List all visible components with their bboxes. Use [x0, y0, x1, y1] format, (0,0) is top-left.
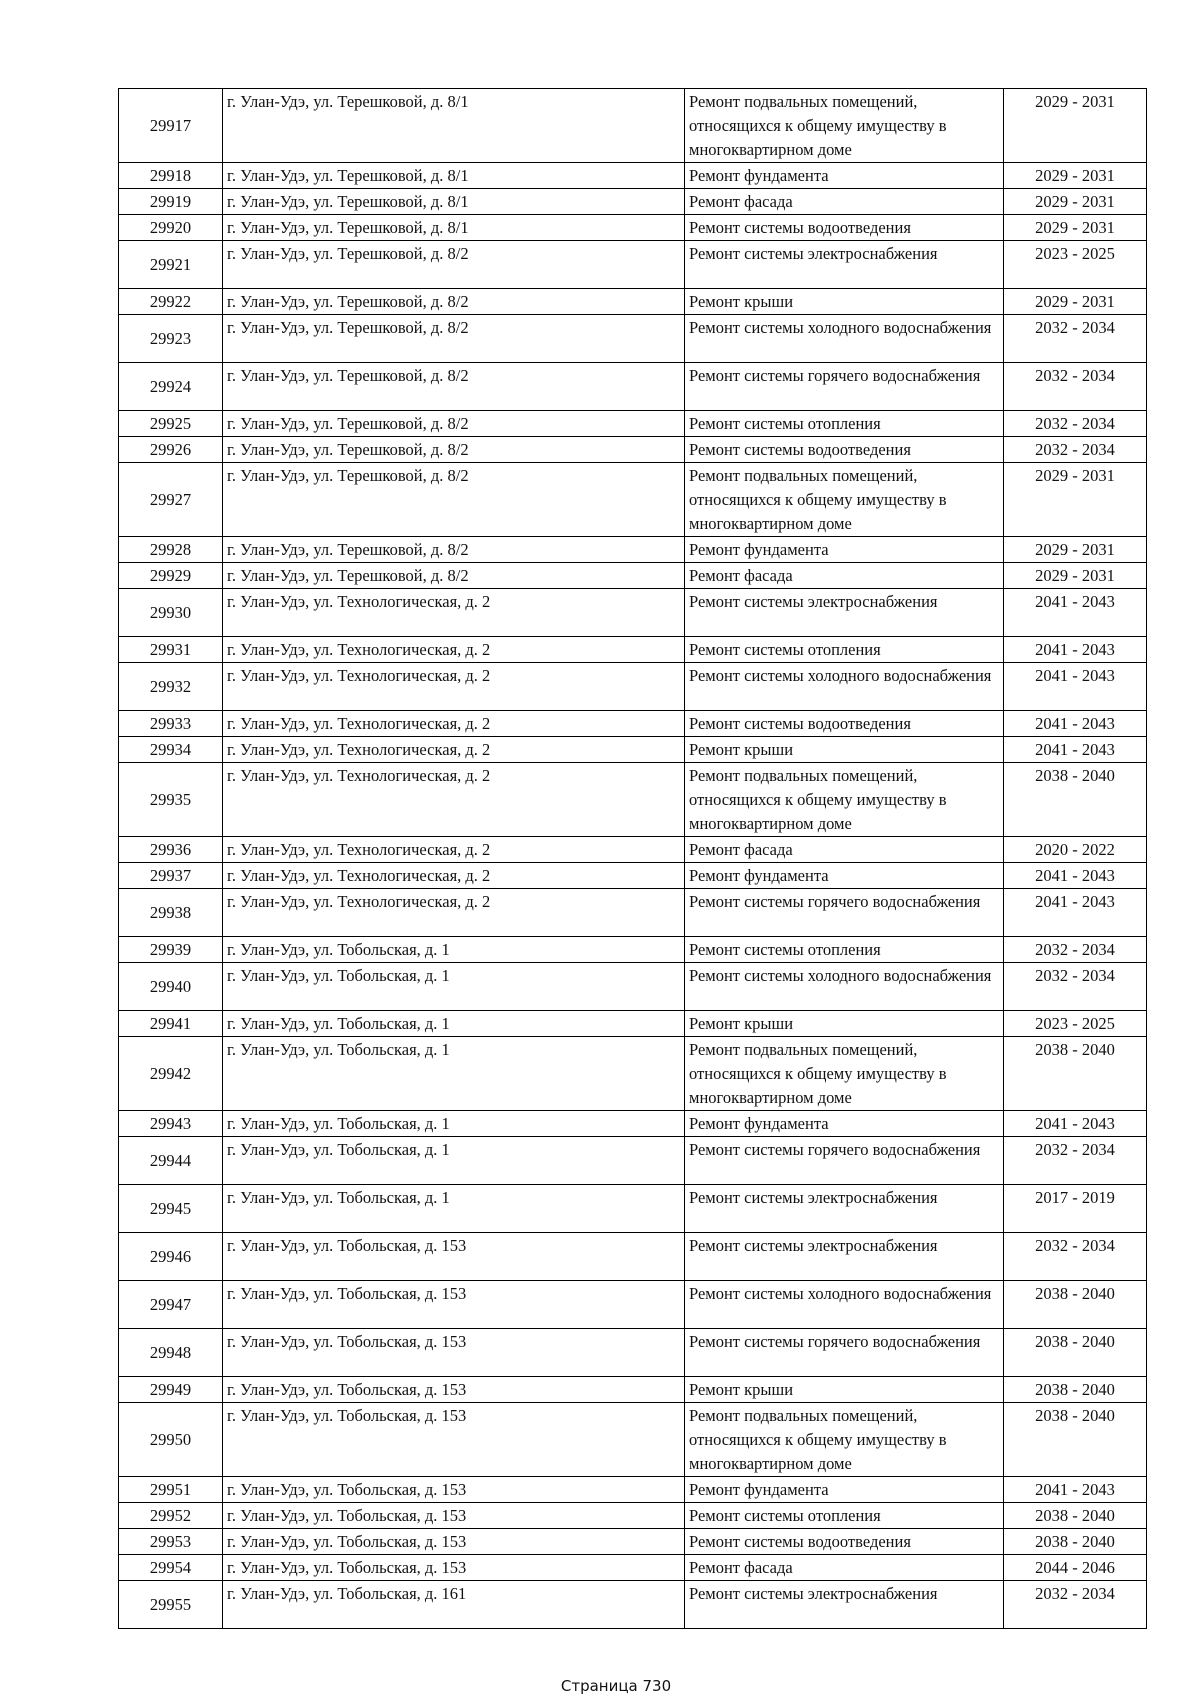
address-cell: г. Улан-Удэ, ул. Технологическая, д. 2 [223, 711, 685, 737]
work-type-cell: Ремонт системы водоотведения [685, 711, 1004, 737]
table-row [119, 1233, 1147, 1281]
row-number-cell: 29923 [119, 315, 223, 363]
table-row [119, 863, 1147, 889]
row-number-cell: 29920 [119, 215, 223, 241]
address-cell: г. Улан-Удэ, ул. Тобольская, д. 1 [223, 1011, 685, 1037]
period-cell: 2032 - 2034 [1004, 437, 1147, 463]
table-row [119, 241, 1147, 289]
row-number-cell: 29925 [119, 411, 223, 437]
table-row [119, 589, 1147, 637]
table-row [119, 1111, 1147, 1137]
address-cell: г. Улан-Удэ, ул. Тобольская, д. 1 [223, 1037, 685, 1111]
address-cell: г. Улан-Удэ, ул. Тобольская, д. 153 [223, 1529, 685, 1555]
work-type-cell: Ремонт системы горячего водоснабжения [685, 363, 1004, 411]
address-cell: г. Улан-Удэ, ул. Терешковой, д. 8/2 [223, 315, 685, 363]
period-cell: 2032 - 2034 [1004, 937, 1147, 963]
period-cell: 2038 - 2040 [1004, 1377, 1147, 1403]
work-type-cell: Ремонт системы отопления [685, 937, 1004, 963]
address-cell: г. Улан-Удэ, ул. Технологическая, д. 2 [223, 637, 685, 663]
address-cell: г. Улан-Удэ, ул. Тобольская, д. 153 [223, 1281, 685, 1329]
period-cell: 2041 - 2043 [1004, 863, 1147, 889]
table-row [119, 163, 1147, 189]
address-cell: г. Улан-Удэ, ул. Терешковой, д. 8/2 [223, 411, 685, 437]
row-number-cell: 29930 [119, 589, 223, 637]
period-cell: 2017 - 2019 [1004, 1185, 1147, 1233]
work-type-cell: Ремонт системы электроснабжения [685, 1185, 1004, 1233]
work-type-cell: Ремонт системы холодного водоснабжения [685, 963, 1004, 1011]
period-cell: 2029 - 2031 [1004, 215, 1147, 241]
address-cell: г. Улан-Удэ, ул. Терешковой, д. 8/2 [223, 537, 685, 563]
table-row [119, 1185, 1147, 1233]
row-number-cell: 29917 [119, 89, 223, 163]
row-number-cell: 29953 [119, 1529, 223, 1555]
address-cell: г. Улан-Удэ, ул. Тобольская, д. 1 [223, 1137, 685, 1185]
address-cell: г. Улан-Удэ, ул. Терешковой, д. 8/1 [223, 89, 685, 163]
work-type-cell: Ремонт фундамента [685, 537, 1004, 563]
period-cell: 2041 - 2043 [1004, 1111, 1147, 1137]
work-type-cell: Ремонт системы электроснабжения [685, 241, 1004, 289]
address-cell: г. Улан-Удэ, ул. Терешковой, д. 8/1 [223, 163, 685, 189]
row-number-cell: 29919 [119, 189, 223, 215]
address-cell: г. Улан-Удэ, ул. Терешковой, д. 8/2 [223, 437, 685, 463]
row-number-cell: 29937 [119, 863, 223, 889]
address-cell: г. Улан-Удэ, ул. Тобольская, д. 153 [223, 1477, 685, 1503]
page-number: Страница 730 [560, 1677, 672, 1695]
period-cell: 2029 - 2031 [1004, 89, 1147, 163]
table-row [119, 1037, 1147, 1111]
row-number-cell: 29943 [119, 1111, 223, 1137]
table-row [119, 1477, 1147, 1503]
table-row [119, 763, 1147, 837]
table-row [119, 1329, 1147, 1377]
table-row [119, 711, 1147, 737]
table-row [119, 1529, 1147, 1555]
address-cell: г. Улан-Удэ, ул. Терешковой, д. 8/2 [223, 463, 685, 537]
table-row [119, 737, 1147, 763]
period-cell: 2041 - 2043 [1004, 737, 1147, 763]
row-number-cell: 29946 [119, 1233, 223, 1281]
table-row [119, 437, 1147, 463]
row-number-cell: 29927 [119, 463, 223, 537]
table-row [119, 1137, 1147, 1185]
work-type-cell: Ремонт системы электроснабжения [685, 1233, 1004, 1281]
work-type-cell: Ремонт системы водоотведения [685, 1529, 1004, 1555]
address-cell: г. Улан-Удэ, ул. Тобольская, д. 1 [223, 937, 685, 963]
period-cell: 2032 - 2034 [1004, 963, 1147, 1011]
period-cell: 2032 - 2034 [1004, 1233, 1147, 1281]
period-cell: 2023 - 2025 [1004, 1011, 1147, 1037]
address-cell: г. Улан-Удэ, ул. Тобольская, д. 153 [223, 1233, 685, 1281]
period-cell: 2029 - 2031 [1004, 563, 1147, 589]
row-number-cell: 29947 [119, 1281, 223, 1329]
table-row [119, 837, 1147, 863]
period-cell: 2041 - 2043 [1004, 589, 1147, 637]
row-number-cell: 29924 [119, 363, 223, 411]
work-type-cell: Ремонт фасада [685, 563, 1004, 589]
table-row [119, 937, 1147, 963]
period-cell: 2041 - 2043 [1004, 663, 1147, 711]
period-cell: 2038 - 2040 [1004, 1281, 1147, 1329]
address-cell: г. Улан-Удэ, ул. Тобольская, д. 1 [223, 1185, 685, 1233]
table-row [119, 363, 1147, 411]
table-row [119, 315, 1147, 363]
work-type-cell: Ремонт крыши [685, 289, 1004, 315]
work-type-cell: Ремонт системы холодного водоснабжения [685, 1281, 1004, 1329]
row-number-cell: 29940 [119, 963, 223, 1011]
period-cell: 2023 - 2025 [1004, 241, 1147, 289]
period-cell: 2041 - 2043 [1004, 711, 1147, 737]
address-cell: г. Улан-Удэ, ул. Тобольская, д. 153 [223, 1503, 685, 1529]
period-cell: 2029 - 2031 [1004, 537, 1147, 563]
period-cell: 2032 - 2034 [1004, 363, 1147, 411]
period-cell: 2038 - 2040 [1004, 1037, 1147, 1111]
row-number-cell: 29944 [119, 1137, 223, 1185]
work-type-cell: Ремонт фасада [685, 1555, 1004, 1581]
work-type-cell: Ремонт фасада [685, 189, 1004, 215]
address-cell: г. Улан-Удэ, ул. Терешковой, д. 8/2 [223, 563, 685, 589]
work-type-cell: Ремонт системы отопления [685, 1503, 1004, 1529]
table-row [119, 1555, 1147, 1581]
period-cell: 2032 - 2034 [1004, 315, 1147, 363]
row-number-cell: 29949 [119, 1377, 223, 1403]
work-type-cell: Ремонт системы водоотведения [685, 215, 1004, 241]
work-type-cell: Ремонт системы электроснабжения [685, 589, 1004, 637]
row-number-cell: 29931 [119, 637, 223, 663]
period-cell: 2038 - 2040 [1004, 1403, 1147, 1477]
row-number-cell: 29954 [119, 1555, 223, 1581]
address-cell: г. Улан-Удэ, ул. Терешковой, д. 8/1 [223, 189, 685, 215]
table-row [119, 537, 1147, 563]
table-row [119, 463, 1147, 537]
work-type-cell: Ремонт фасада [685, 837, 1004, 863]
work-type-cell: Ремонт подвальных помещений, относящихся к общему имуществу в многоквартирном доме [685, 1403, 1004, 1477]
row-number-cell: 29929 [119, 563, 223, 589]
row-number-cell: 29936 [119, 837, 223, 863]
address-cell: г. Улан-Удэ, ул. Терешковой, д. 8/2 [223, 241, 685, 289]
row-number-cell: 29918 [119, 163, 223, 189]
work-type-cell: Ремонт подвальных помещений, относящихся к общему имуществу в многоквартирном доме [685, 463, 1004, 537]
row-number-cell: 29945 [119, 1185, 223, 1233]
row-number-cell: 29921 [119, 241, 223, 289]
address-cell: г. Улан-Удэ, ул. Технологическая, д. 2 [223, 763, 685, 837]
row-number-cell: 29932 [119, 663, 223, 711]
period-cell: 2038 - 2040 [1004, 1503, 1147, 1529]
address-cell: г. Улан-Удэ, ул. Технологическая, д. 2 [223, 737, 685, 763]
row-number-cell: 29948 [119, 1329, 223, 1377]
work-type-cell: Ремонт системы электроснабжения [685, 1581, 1004, 1629]
row-number-cell: 29955 [119, 1581, 223, 1629]
work-type-cell: Ремонт подвальных помещений, относящихся к общему имуществу в многоквартирном доме [685, 1037, 1004, 1111]
period-cell: 2044 - 2046 [1004, 1555, 1147, 1581]
repair-schedule-table [118, 88, 1147, 1629]
address-cell: г. Улан-Удэ, ул. Тобольская, д. 1 [223, 963, 685, 1011]
table-row [119, 1581, 1147, 1629]
address-cell: г. Улан-Удэ, ул. Тобольская, д. 153 [223, 1377, 685, 1403]
row-number-cell: 29926 [119, 437, 223, 463]
work-type-cell: Ремонт подвальных помещений, относящихся к общему имуществу в многоквартирном доме [685, 89, 1004, 163]
work-type-cell: Ремонт фундамента [685, 1111, 1004, 1137]
table-row [119, 889, 1147, 937]
row-number-cell: 29951 [119, 1477, 223, 1503]
work-type-cell: Ремонт крыши [685, 1011, 1004, 1037]
row-number-cell: 29952 [119, 1503, 223, 1529]
work-type-cell: Ремонт крыши [685, 1377, 1004, 1403]
row-number-cell: 29933 [119, 711, 223, 737]
table-row [119, 1281, 1147, 1329]
address-cell: г. Улан-Удэ, ул. Терешковой, д. 8/1 [223, 215, 685, 241]
row-number-cell: 29934 [119, 737, 223, 763]
period-cell: 2020 - 2022 [1004, 837, 1147, 863]
table-row [119, 963, 1147, 1011]
table-row [119, 289, 1147, 315]
row-number-cell: 29935 [119, 763, 223, 837]
period-cell: 2038 - 2040 [1004, 763, 1147, 837]
table-row [119, 663, 1147, 711]
address-cell: г. Улан-Удэ, ул. Тобольская, д. 161 [223, 1581, 685, 1629]
period-cell: 2041 - 2043 [1004, 637, 1147, 663]
address-cell: г. Улан-Удэ, ул. Тобольская, д. 153 [223, 1555, 685, 1581]
address-cell: г. Улан-Удэ, ул. Тобольская, д. 1 [223, 1111, 685, 1137]
work-type-cell: Ремонт фундамента [685, 863, 1004, 889]
period-cell: 2029 - 2031 [1004, 163, 1147, 189]
row-number-cell: 29950 [119, 1403, 223, 1477]
address-cell: г. Улан-Удэ, ул. Технологическая, д. 2 [223, 663, 685, 711]
work-type-cell: Ремонт системы горячего водоснабжения [685, 889, 1004, 937]
row-number-cell: 29942 [119, 1037, 223, 1111]
address-cell: г. Улан-Удэ, ул. Технологическая, д. 2 [223, 863, 685, 889]
work-type-cell: Ремонт подвальных помещений, относящихся к общему имуществу в многоквартирном доме [685, 763, 1004, 837]
work-type-cell: Ремонт системы отопления [685, 637, 1004, 663]
row-number-cell: 29939 [119, 937, 223, 963]
table-row [119, 563, 1147, 589]
table-body [119, 89, 1147, 1629]
address-cell: г. Улан-Удэ, ул. Технологическая, д. 2 [223, 589, 685, 637]
period-cell: 2029 - 2031 [1004, 463, 1147, 537]
period-cell: 2038 - 2040 [1004, 1329, 1147, 1377]
table-row [119, 215, 1147, 241]
address-cell: г. Улан-Удэ, ул. Технологическая, д. 2 [223, 889, 685, 937]
table-row [119, 411, 1147, 437]
table-row [119, 89, 1147, 163]
period-cell: 2029 - 2031 [1004, 189, 1147, 215]
work-type-cell: Ремонт системы горячего водоснабжения [685, 1137, 1004, 1185]
work-type-cell: Ремонт системы водоотведения [685, 437, 1004, 463]
work-type-cell: Ремонт системы холодного водоснабжения [685, 315, 1004, 363]
period-cell: 2032 - 2034 [1004, 1137, 1147, 1185]
address-cell: г. Улан-Удэ, ул. Тобольская, д. 153 [223, 1329, 685, 1377]
row-number-cell: 29941 [119, 1011, 223, 1037]
table-row [119, 1403, 1147, 1477]
work-type-cell: Ремонт фундамента [685, 1477, 1004, 1503]
table-row [119, 1011, 1147, 1037]
work-type-cell: Ремонт системы отопления [685, 411, 1004, 437]
period-cell: 2029 - 2031 [1004, 289, 1147, 315]
period-cell: 2032 - 2034 [1004, 411, 1147, 437]
table-row [119, 189, 1147, 215]
address-cell: г. Улан-Удэ, ул. Терешковой, д. 8/2 [223, 289, 685, 315]
row-number-cell: 29938 [119, 889, 223, 937]
address-cell: г. Улан-Удэ, ул. Тобольская, д. 153 [223, 1403, 685, 1477]
address-cell: г. Улан-Удэ, ул. Терешковой, д. 8/2 [223, 363, 685, 411]
period-cell: 2038 - 2040 [1004, 1529, 1147, 1555]
row-number-cell: 29922 [119, 289, 223, 315]
work-type-cell: Ремонт системы горячего водоснабжения [685, 1329, 1004, 1377]
period-cell: 2032 - 2034 [1004, 1581, 1147, 1629]
table-row [119, 1377, 1147, 1403]
address-cell: г. Улан-Удэ, ул. Технологическая, д. 2 [223, 837, 685, 863]
table-row [119, 1503, 1147, 1529]
work-type-cell: Ремонт крыши [685, 737, 1004, 763]
row-number-cell: 29928 [119, 537, 223, 563]
work-type-cell: Ремонт системы холодного водоснабжения [685, 663, 1004, 711]
period-cell: 2041 - 2043 [1004, 889, 1147, 937]
period-cell: 2041 - 2043 [1004, 1477, 1147, 1503]
work-type-cell: Ремонт фундамента [685, 163, 1004, 189]
table-row [119, 637, 1147, 663]
